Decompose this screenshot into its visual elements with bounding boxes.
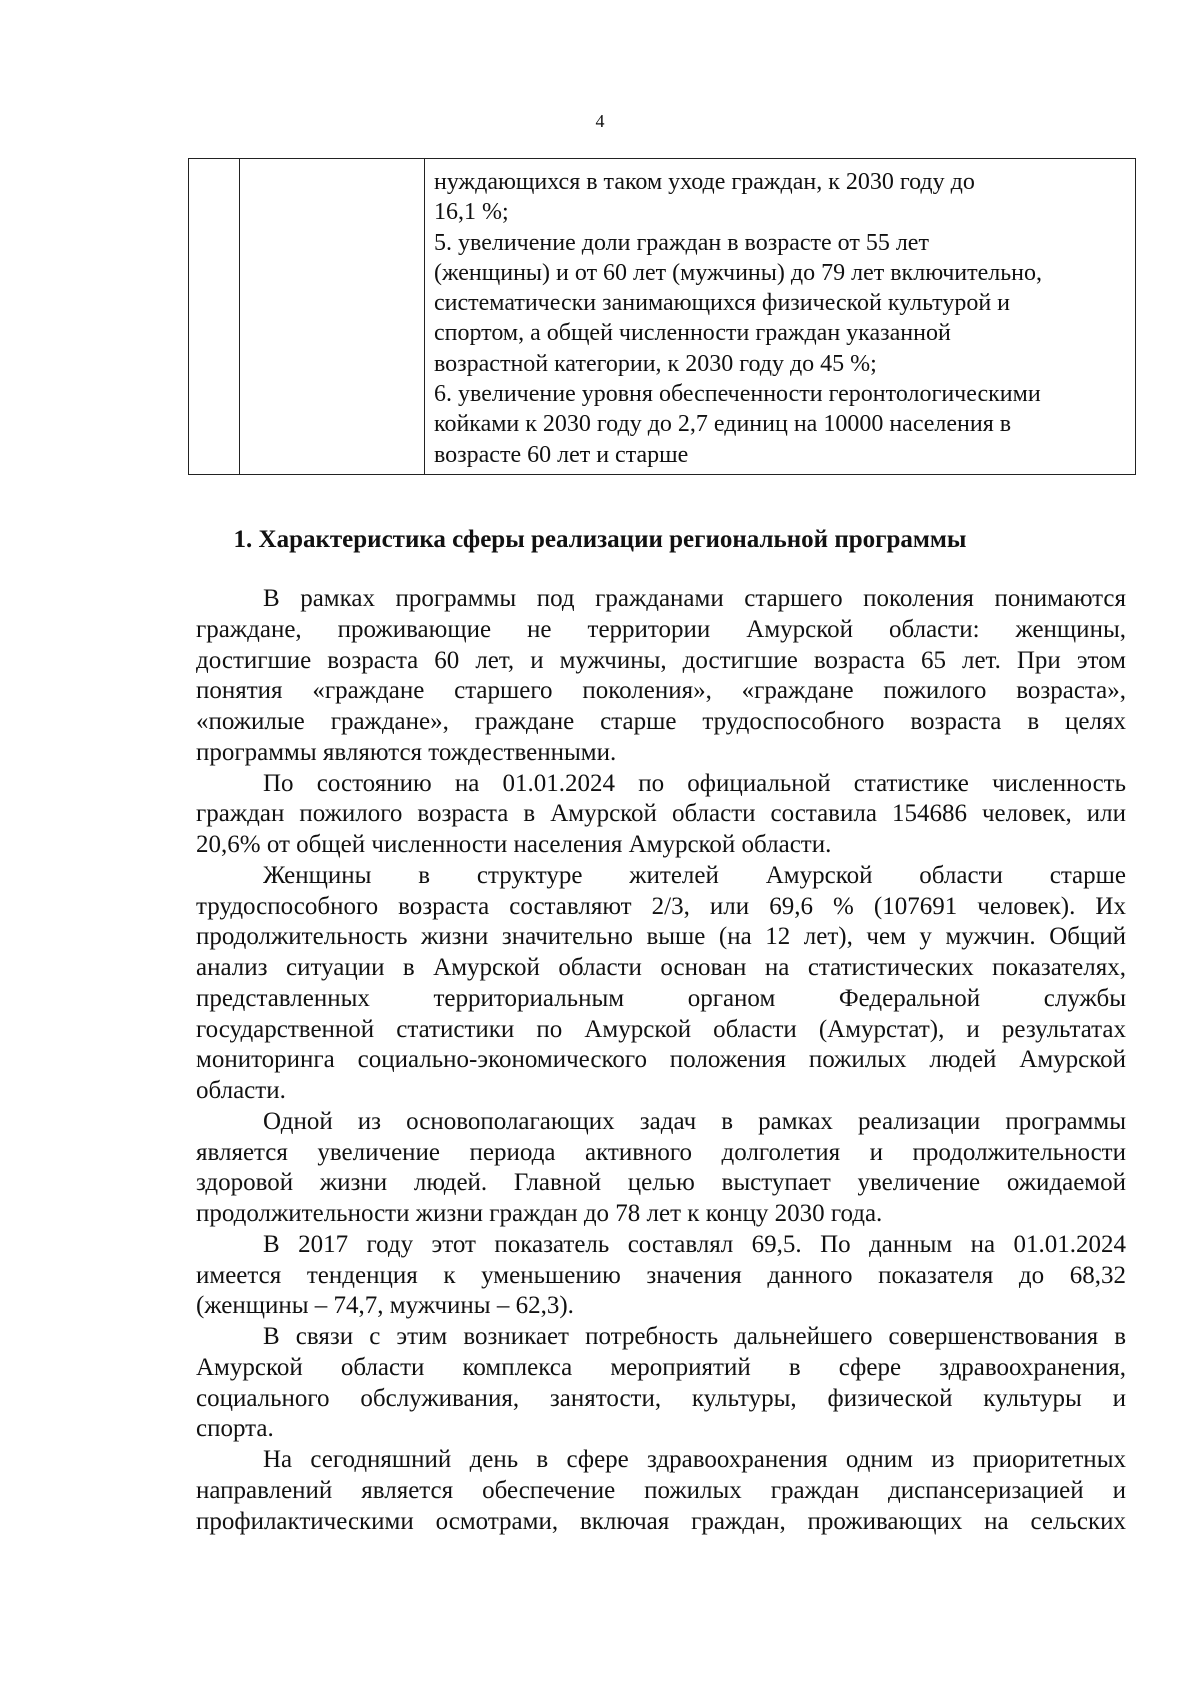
table-cell-line: койками к 2030 году до 2,7 единиц на 10000 населения в	[434, 411, 1012, 438]
body-line: направлений является обеспечение пожилых граждан диспансеризацией и	[196, 1476, 1126, 1504]
body-line: мониторинга социально-экономического положения пожилых людей Амурской	[196, 1046, 1126, 1074]
body-line: спорта.	[196, 1415, 274, 1443]
body-line: имеется тенденция к уменьшению значения данного показателя до 68,32	[196, 1261, 1126, 1289]
table-cell-goals	[425, 159, 1136, 475]
table-cell-line: систематически занимающихся физической культурой и	[434, 290, 1011, 317]
body-line: анализ ситуации в Амурской области основан на статистических показателях,	[196, 954, 1126, 981]
body-line: (женщины – 74,7, мужчины – 62,3).	[196, 1292, 574, 1320]
page-number: 4	[595, 111, 605, 131]
body-line: В 2017 году этот показатель составлял 69,5. По данным на 01.01.2024	[263, 1230, 1126, 1258]
body-line: достигшие возраста 60 лет, и мужчины, достигшие возраста 65 лет. При этом	[196, 646, 1126, 674]
table-cell-line: возрастной категории, к 2030 году до 45 %;	[434, 350, 877, 377]
table-cell-line: нуждающихся в таком уходе граждан, к 2030 году до	[434, 169, 975, 195]
body-line: является увеличение периода активного долголетия и продолжительности	[196, 1138, 1126, 1166]
body-line: представленных территориальным органом Федеральной службы	[196, 984, 1126, 1012]
body-line: профилактическими осмотрами, включая граждан, проживающих на сельских	[196, 1507, 1126, 1535]
table-cell-line: 16,1 %;	[434, 199, 509, 226]
table-cell-line: возрасте 60 лет и старше	[434, 441, 689, 468]
section-heading: 1. Характеристика сферы реализации региональной программы	[233, 526, 967, 553]
body-line: На сегодняшний день в сфере здравоохранения одним из приоритетных	[263, 1446, 1126, 1473]
table-cell-number	[189, 159, 240, 475]
table-cell-line: 5. увеличение доли граждан в возрасте от 55 лет	[434, 229, 929, 256]
body-line: В рамках программы под гражданами старшего поколения понимаются	[263, 585, 1126, 612]
table-row	[189, 159, 1136, 475]
body-line: Амурской области комплекса мероприятий в сфере здравоохранения,	[196, 1353, 1126, 1381]
body-line: понятия «граждане старшего поколения», «граждане пожилого возраста»,	[196, 677, 1126, 705]
body-line: граждане, проживающие не территории Амурской области: женщины,	[196, 615, 1126, 643]
body-line: государственной статистики по Амурской области (Амурстат), и результатах	[196, 1015, 1126, 1043]
table-cell-line: 6. увеличение уровня обеспеченности геронтологическими	[434, 381, 1041, 408]
body-line: Женщины в структуре жителей Амурской области старше	[263, 861, 1126, 889]
body-line: По состоянию на 01.01.2024 по официальной статистике численность	[263, 769, 1126, 797]
body-line: здоровой жизни людей. Главной целью выступает увеличение ожидаемой	[196, 1169, 1126, 1197]
body-line: граждан пожилого возраста в Амурской области составила 154686 человек, или	[196, 800, 1126, 828]
body-line: трудоспособного возраста составляют 2/3, или 69,6 % (107691 человек). Их	[196, 892, 1126, 920]
table-cell-line: (женщины) и от 60 лет (мужчины) до 79 лет включительно,	[434, 259, 1043, 286]
body-line: социального обслуживания, занятости, культуры, физической культуры и	[196, 1384, 1126, 1412]
table-cell-line: спортом, а общей численности граждан указанной	[434, 320, 951, 347]
body-line: продолжительности жизни граждан до 78 лет к концу 2030 года.	[196, 1200, 883, 1227]
body-line: программы являются тождественными.	[196, 738, 617, 766]
body-text	[196, 584, 1126, 1537]
body-line: Одной из основополагающих задач в рамках реализации программы	[263, 1107, 1126, 1135]
table-cell-label	[240, 159, 425, 475]
body-line: продолжительность жизни значительно выше (на 12 лет), чем у мужчин. Общий	[196, 923, 1126, 951]
body-line: В связи с этим возникает потребность дальнейшего совершенствования в	[263, 1323, 1126, 1350]
body-line: 20,6% от общей численности населения Амурской области.	[196, 831, 832, 858]
body-line: «пожилые граждане», граждане старше трудоспособного возраста в целях	[196, 708, 1126, 735]
body-line: области.	[196, 1077, 286, 1104]
goals-table-continuation	[188, 158, 1136, 475]
